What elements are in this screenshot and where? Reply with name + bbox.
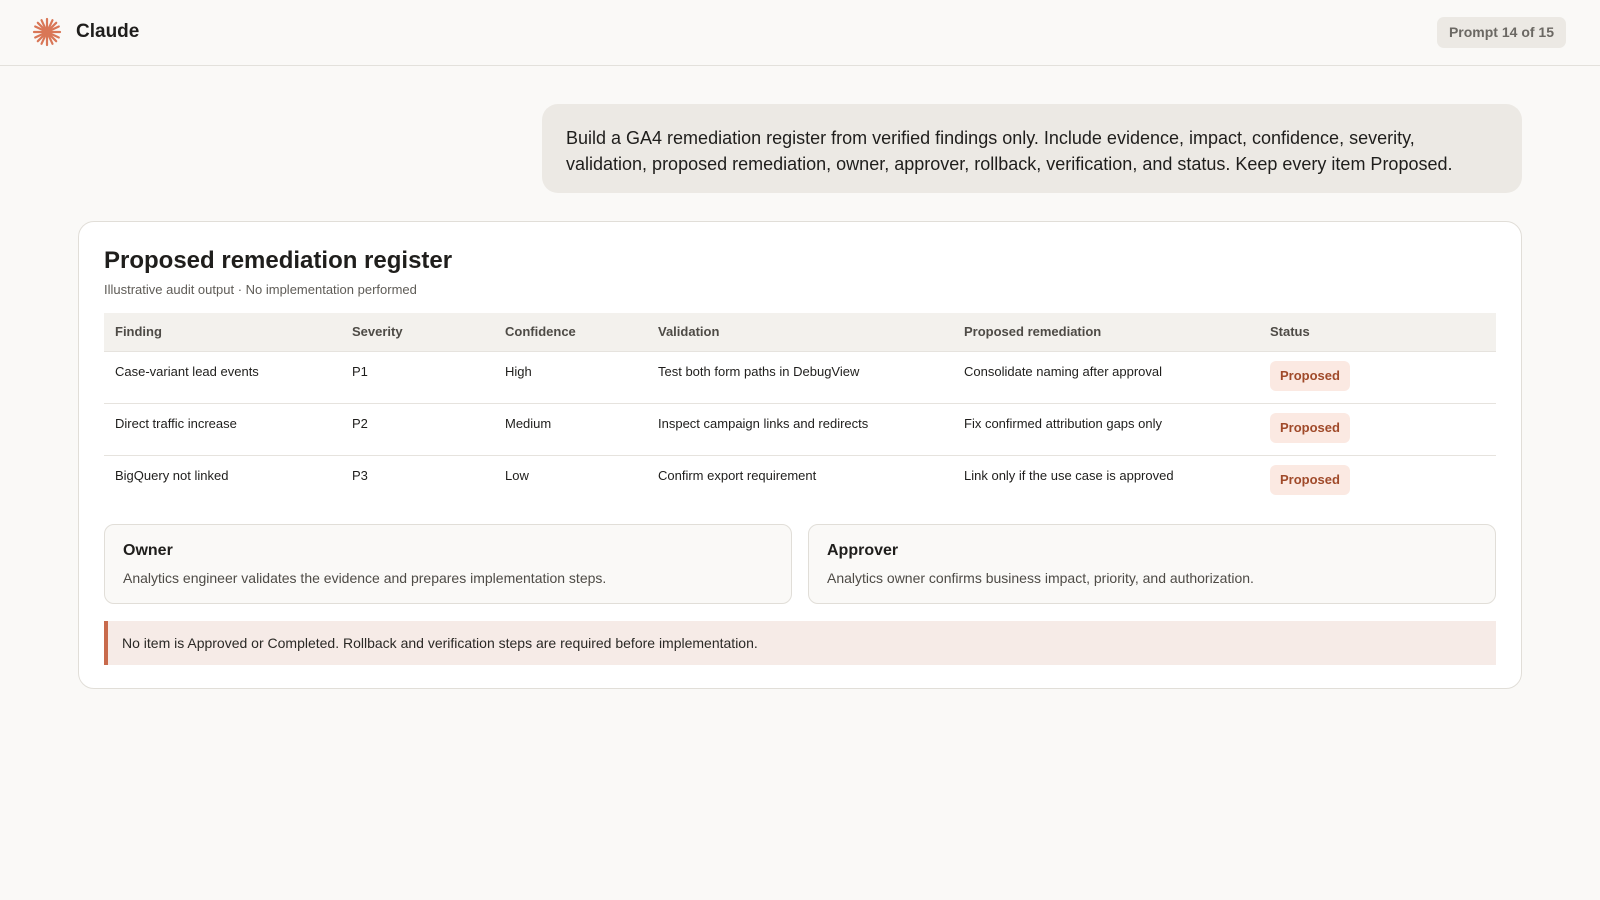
- owner-title: Owner: [123, 542, 173, 559]
- cell-remediation: Consolidate naming after approval: [953, 351, 1259, 403]
- register-title: Proposed remediation register: [104, 247, 453, 274]
- cell-severity: P1: [341, 351, 494, 403]
- table-row: [104, 403, 1496, 455]
- status-badge: Proposed: [1270, 465, 1350, 495]
- cell-confidence: Medium: [494, 403, 647, 455]
- cell-status: [1259, 351, 1496, 403]
- remediation-table: [104, 313, 1496, 507]
- approver-title: Approver: [827, 542, 899, 559]
- cell-validation: Inspect campaign links and redirects: [647, 403, 953, 455]
- approver-box: [808, 524, 1496, 604]
- cell-severity: P2: [341, 403, 494, 455]
- column-header-validation: Validation: [647, 313, 953, 351]
- remediation-register-card: [78, 221, 1522, 689]
- column-header-severity: Severity: [341, 313, 494, 351]
- column-header-finding: Finding: [104, 313, 341, 351]
- cell-remediation: Fix confirmed attribution gaps only: [953, 403, 1259, 455]
- app-name: Claude: [76, 21, 140, 42]
- table-row: [104, 455, 1496, 507]
- cell-status: [1259, 403, 1496, 455]
- owner-text: Analytics engineer validates the evidence and prepares implementation steps.: [123, 570, 607, 586]
- table-row: [104, 351, 1496, 403]
- cell-finding: Case-variant lead events: [104, 351, 341, 403]
- cell-remediation: Link only if the use case is approved: [953, 455, 1259, 507]
- owner-box: [104, 524, 792, 604]
- column-header-proposed-remediation: Proposed remediation: [953, 313, 1259, 351]
- cell-status: [1259, 455, 1496, 507]
- prompt-counter-badge: Prompt 14 of 15: [1437, 17, 1566, 48]
- cell-severity: P3: [341, 455, 494, 507]
- status-badge: Proposed: [1270, 413, 1350, 443]
- brand[interactable]: [32, 17, 139, 47]
- column-header-status: Status: [1259, 313, 1496, 351]
- user-message-bubble: Build a GA4 remediation register from verified findings only. Include evidence, impact, confidence, severity, validation, proposed remediation, owner, approver, rollback, verification, and status. Keep every item Proposed.: [542, 104, 1522, 193]
- cell-finding: Direct traffic increase: [104, 403, 341, 455]
- table-header-row: [104, 313, 1496, 351]
- cell-finding: BigQuery not linked: [104, 455, 341, 507]
- register-subtitle: Illustrative audit output · No implementation performed: [104, 282, 417, 297]
- top-bar: [0, 0, 1600, 66]
- column-header-confidence: Confidence: [494, 313, 647, 351]
- cell-validation: Confirm export requirement: [647, 455, 953, 507]
- approver-text: Analytics owner confirms business impact, priority, and authorization.: [827, 570, 1254, 586]
- cell-validation: Test both form paths in DebugView: [647, 351, 953, 403]
- cell-confidence: High: [494, 351, 647, 403]
- approval-notice: No item is Approved or Completed. Rollback and verification steps are required before implementation.: [104, 621, 1496, 665]
- cell-confidence: Low: [494, 455, 647, 507]
- status-badge: Proposed: [1270, 361, 1350, 391]
- claude-logo-icon: [32, 17, 62, 47]
